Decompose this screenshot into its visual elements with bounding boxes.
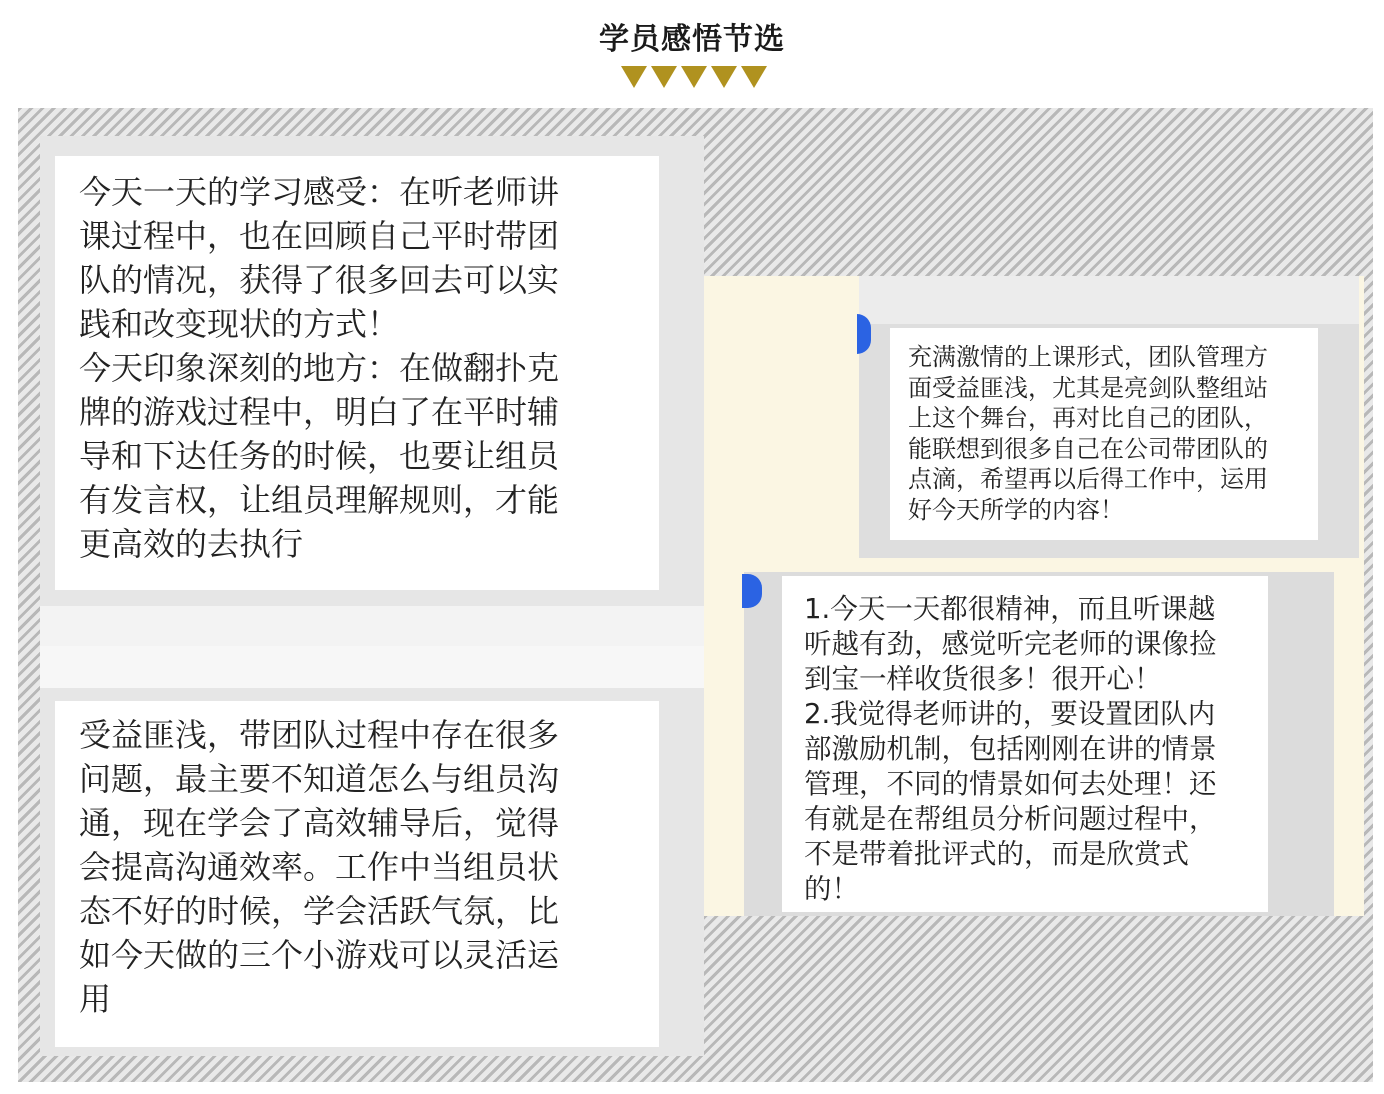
testimonial-text: 今天一天的学习感受：在听老师讲 课过程中，也在回顾自己平时带团 队的情况，获得了很多回去可以实 践和改变现状的方式！ 今天印象深刻的地方：在做翻扑克 牌的游戏过程中，明白了在平时辅 导和下达任务的时候，也要让组员 有发言权，让组员理解规则，才能 更高效的去执行: [79, 173, 560, 563]
triangle-icon: [741, 66, 767, 88]
testimonial-bubble-2: [55, 701, 659, 1047]
chat-panel-bottom: [744, 572, 1334, 916]
testimonial-bubble-3: [890, 328, 1318, 540]
chat-screenshot-left: [40, 136, 704, 1056]
testimonial-text: 受益匪浅，带团队过程中存在很多 问题，最主要不知道怎么与组员沟 通，现在学会了高效辅导后，觉得 会提高沟通效率。工作中当组员状 态不好的时候，学会活跃气氛，比 如今天做的三个小游戏可以灵活运 用: [79, 716, 560, 1018]
chat-panel-top: [859, 276, 1359, 558]
triangle-icon: [621, 66, 647, 88]
unread-marker-icon: [742, 574, 762, 608]
testimonial-text: 充满激情的上课形式，团队管理方 面受益匪浅，尤其是亮剑队整组站 上这个舞台，再对比自己的团队， 能联想到很多自己在公司带团队的 点滴，希望再以后得工作中，运用 好今天所学的内容！: [908, 343, 1268, 524]
page-title: 学员感悟节选: [599, 22, 785, 57]
testimonial-text: 1.今天一天都很精神，而且听课越 听越有劲，感觉听完老师的课像捡 到宝一样收货很多！很开心！ 2.我觉得老师讲的，要设置团队内 部激励机制，包括刚刚在讲的情景 管理，不同的情景如何去处理！还 有就是在帮组员分析问题过程中， 不是带着批评式的，而是欣赏式 的！: [804, 593, 1217, 905]
decorative-triangles: [621, 66, 767, 90]
triangle-icon: [711, 66, 737, 88]
testimonial-board: [18, 108, 1373, 1082]
testimonial-bubble-1: [55, 156, 659, 590]
chat-header-bar: [859, 276, 1359, 324]
testimonial-bubble-4: [782, 576, 1268, 912]
unread-marker-icon: [857, 314, 871, 354]
divider-band: [40, 606, 704, 646]
triangle-icon: [651, 66, 677, 88]
chat-screenshot-right: [704, 276, 1364, 916]
divider-band: [40, 646, 704, 688]
triangle-icon: [681, 66, 707, 88]
